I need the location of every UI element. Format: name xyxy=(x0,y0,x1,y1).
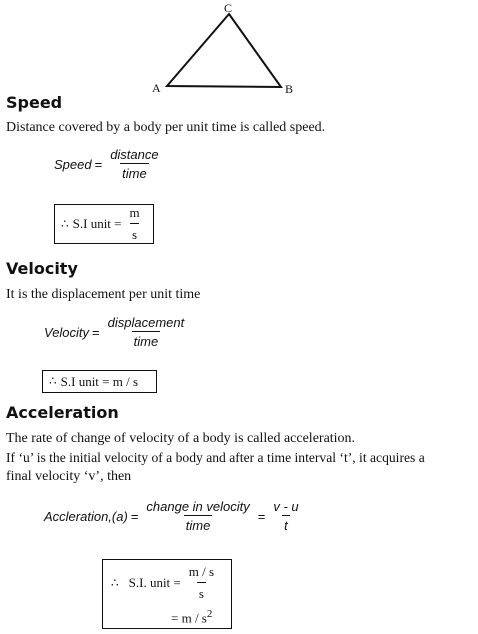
speed-formula-numerator: distance xyxy=(110,147,159,162)
speed-formula xyxy=(54,148,164,180)
acceleration-definition-line-3: final velocity ‘v’, then xyxy=(6,469,132,484)
triangle-diagram xyxy=(0,0,478,100)
speed-si-unit-numerator: m xyxy=(129,205,140,220)
vertex-label-b: B xyxy=(285,82,294,96)
acceleration-formula-denominator-2: t xyxy=(282,515,290,532)
velocity-si-unit-label: S.I unit = m / s xyxy=(60,373,139,389)
velocity-si-unit-box xyxy=(42,370,157,393)
acceleration-si-unit-fraction xyxy=(187,564,216,602)
vertex-label-c: C xyxy=(224,1,233,15)
acceleration-formula-equals-2: = xyxy=(257,508,266,524)
acceleration-si-unit-row xyxy=(111,564,219,602)
velocity-definition: It is the displacement per unit time xyxy=(6,287,201,302)
acceleration-formula-numerator-2: v - u xyxy=(273,499,299,514)
acceleration-formula-denominator-1: time xyxy=(184,515,213,532)
triangle-shape xyxy=(167,14,281,87)
speed-formula-lhs: Speed xyxy=(54,156,92,172)
acceleration-si-unit-box xyxy=(102,559,232,629)
speed-si-unit-box xyxy=(54,204,154,244)
acceleration-si-unit-label: S.I. unit = xyxy=(128,575,181,590)
speed-formula-denominator: time xyxy=(120,163,149,180)
velocity-formula xyxy=(44,316,189,348)
acceleration-formula-fraction-2 xyxy=(271,500,300,532)
acceleration-si-unit-result-text: = m / s xyxy=(171,610,207,626)
velocity-formula-numerator: displacement xyxy=(107,315,185,330)
acceleration-si-unit-denominator: s xyxy=(197,582,206,602)
acceleration-formula-fraction-1 xyxy=(144,500,251,532)
speed-formula-equals: = xyxy=(94,156,103,172)
speed-si-unit-denominator: s xyxy=(130,223,139,243)
therefore-symbol: ∴ xyxy=(111,575,119,590)
speed-heading: Speed xyxy=(6,93,63,112)
acceleration-formula-lhs: Accleration,(a) xyxy=(44,508,128,524)
velocity-formula-equals: = xyxy=(92,324,100,340)
velocity-formula-lhs: Velocity xyxy=(44,324,90,340)
acceleration-heading: Acceleration xyxy=(6,403,119,422)
speed-formula-fraction xyxy=(108,148,160,180)
acceleration-formula xyxy=(44,500,304,532)
velocity-heading: Velocity xyxy=(6,259,78,278)
speed-si-unit-fraction xyxy=(128,205,142,243)
acceleration-formula-equals-1: = xyxy=(130,508,139,524)
speed-si-unit-label: S.I unit = xyxy=(72,216,122,231)
therefore-symbol: ∴ xyxy=(61,216,69,231)
acceleration-si-unit-numerator: m / s xyxy=(188,564,215,579)
velocity-formula-fraction xyxy=(106,316,187,348)
acceleration-definition-line-2: If ‘u’ is the initial velocity of a body and after a time interval ‘t’, it acquires a xyxy=(6,450,425,465)
therefore-symbol: ∴ xyxy=(49,374,57,388)
vertex-label-a: A xyxy=(152,81,161,95)
speed-definition: Distance covered by a body per unit time is called speed. xyxy=(6,120,326,135)
acceleration-si-unit-exponent: 2 xyxy=(206,608,213,620)
acceleration-formula-numerator-1: change in velocity xyxy=(146,499,250,514)
acceleration-si-unit-result xyxy=(171,608,212,626)
acceleration-definition-line-1: The rate of change of velocity of a body is called acceleration. xyxy=(6,431,356,446)
velocity-formula-denominator: time xyxy=(132,331,161,348)
